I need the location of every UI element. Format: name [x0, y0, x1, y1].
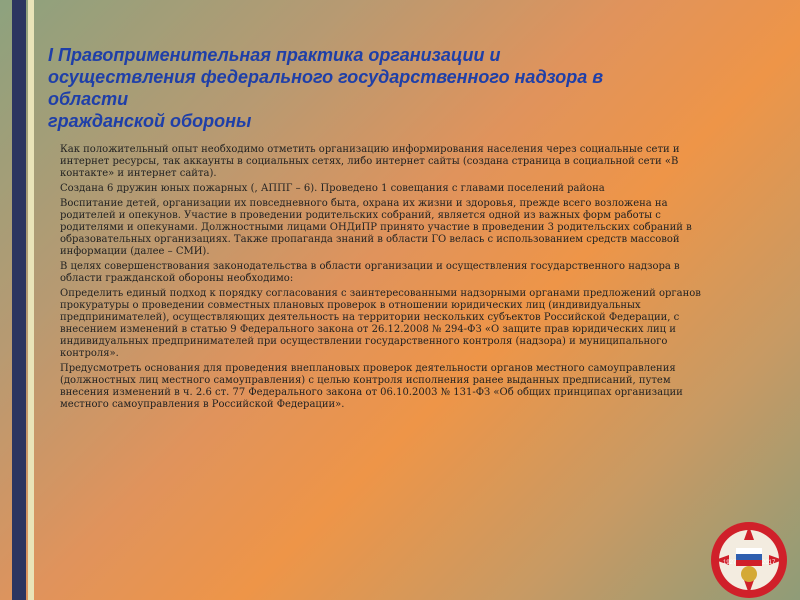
- title-line: осуществления федерального государственного надзора в: [48, 67, 604, 87]
- title-line: I Правоприменительная практика организации и: [48, 45, 501, 65]
- left-accent-bar: [12, 0, 26, 600]
- left-accent-stripe: [28, 0, 34, 600]
- body-paragraph: Предусмотреть основания для проведения внеплановых проверок деятельности органов местного самоуправления (должностных лиц местного самоуправления) с целью контроля исполнения ранее выданных предписаний, путем внесения изменений в ч. 2.6 ст. 77 Федерального закона от 06.10.2003 № 131-ФЗ «Об общих принципах организации местного самоуправления в Российской Федерации».: [60, 363, 683, 410]
- body-paragraph: Воспитание детей, организации их повседневного быта, охрана их жизни и здоровья, прежде всего возложена на родителей и опекунов. Участие в проведении родительских собраний, является одной из важных форм работы с родителями и опекунами. Должностными лицами ОНДиПР принято участие в проведении 3 родительских собраний в образовательных организациях. Также пропаганда знаний в области ГО велась с использованием средств массовой информации (далее – СМИ).: [60, 198, 692, 257]
- emblem-year-left: 1927: [723, 560, 737, 566]
- title-line: гражданской обороны: [48, 111, 252, 131]
- emblem-year-right: 2017: [762, 560, 776, 566]
- body-paragraph: Определить единый подход к порядку согласования с заинтересованными надзорными органами предложений органов прокуратуры о проведении совместных плановых проверок в отношении юридических лиц (индивидуальных предпринимателей), осуществляющих деятельность на территории нескольких субъектов Российской Федерации, с внесением изменений в статью 9 Федерального закона от 26.12.2008 № 294-ФЗ «О защите прав юридических лиц и индивидуальных предпринимателей при осуществлении государственного контроля (надзора) и муниципального контроля».: [60, 288, 701, 359]
- emblem-icon: [706, 516, 792, 600]
- body-paragraph: Как положительный опыт необходимо отметить организацию информирования населения через социальные сети и интернет ресурсы, так аккаунты в социальных сетях, либо интернет сайты (создана страница в социальной сети «В контакте» и интернет сайта).: [60, 144, 680, 179]
- title-line: области: [48, 89, 129, 109]
- body-paragraph: В целях совершенствования законодательства в области организации и осуществления государственного надзора в области гражданской обороны необходимо:: [60, 261, 680, 284]
- slide-title: [48, 44, 768, 132]
- body-paragraph: Создана 6 дружин юных пожарных (, АППГ – 6). Проведено 1 совещания с главами поселений района: [60, 183, 605, 194]
- slide-body: [60, 144, 720, 414]
